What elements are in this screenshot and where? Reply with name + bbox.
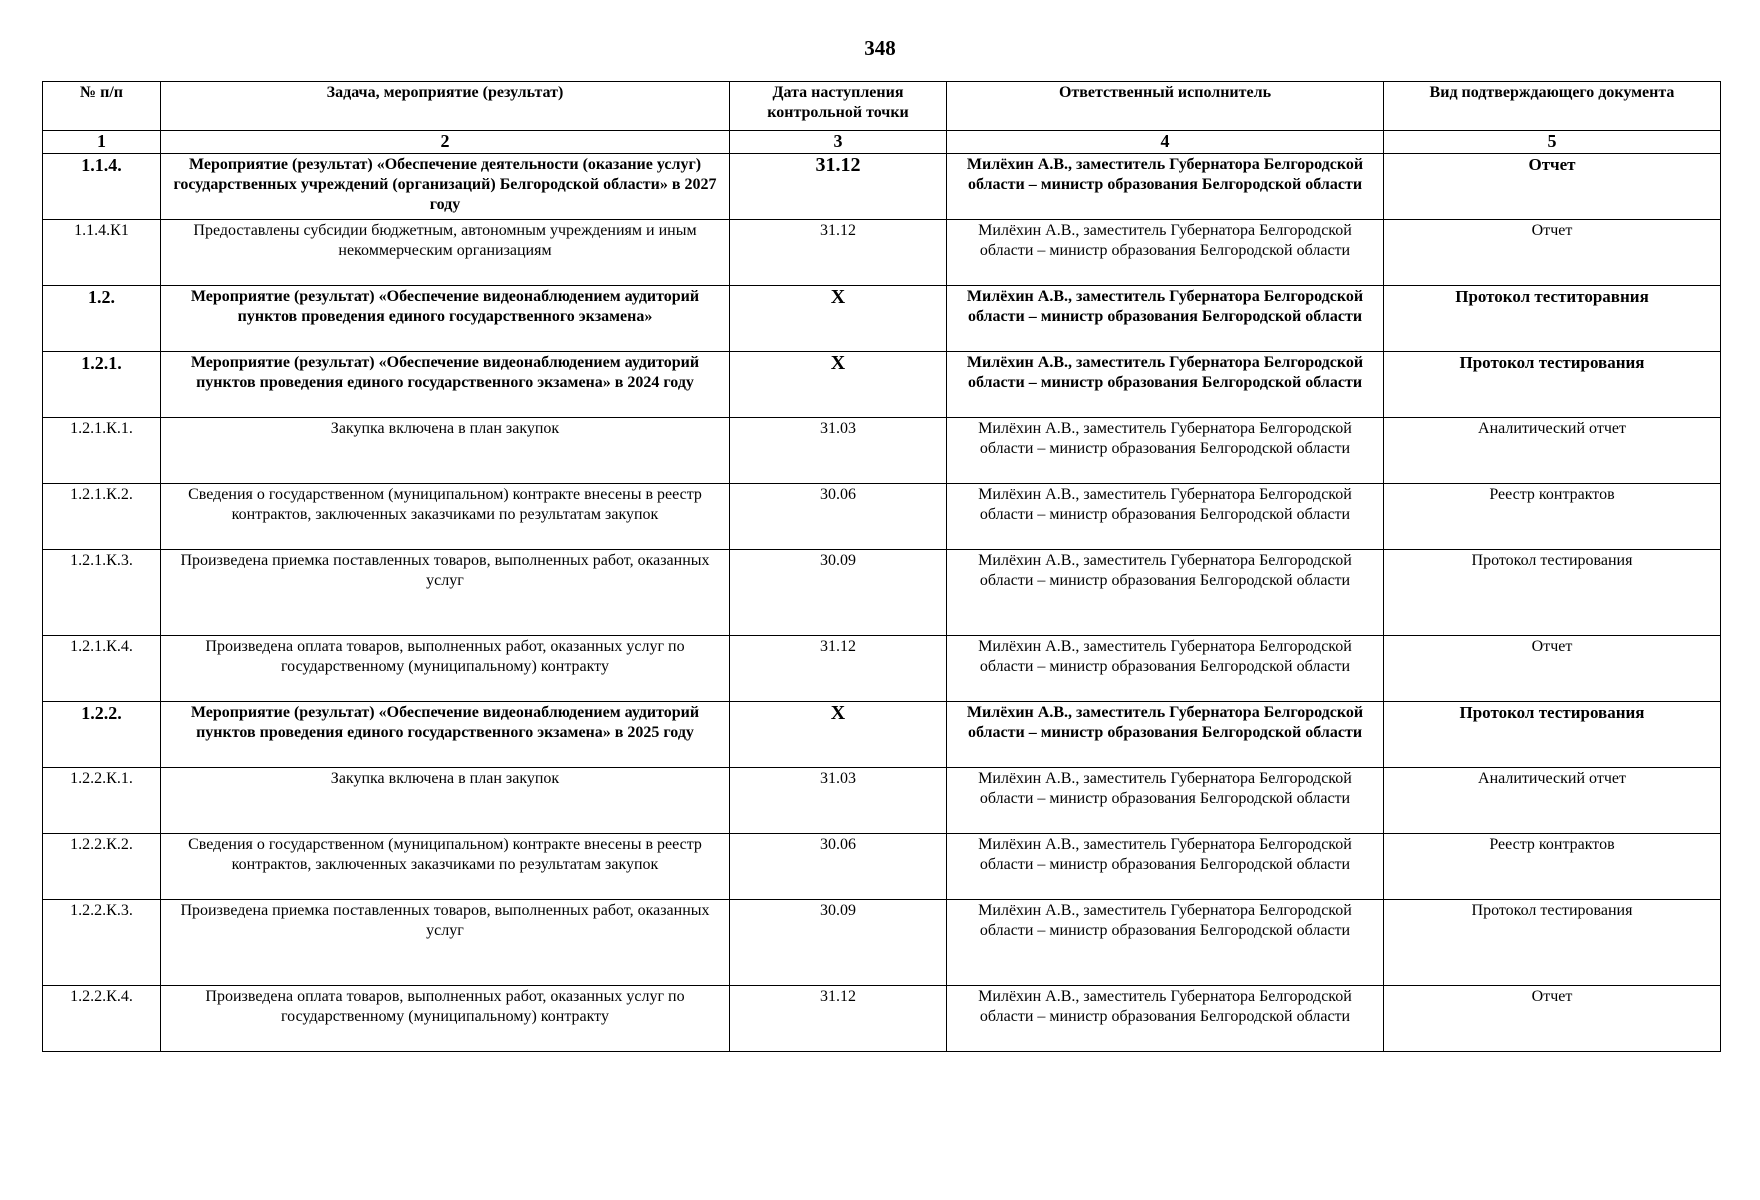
row-task: Произведена оплата товаров, выполненных работ, оказанных услуг по государственному (муниципальному) контракту	[161, 986, 730, 1052]
row-number: 1.1.4.К1	[43, 220, 161, 286]
row-task: Закупка включена в план закупок	[161, 418, 730, 484]
row-document: Протокол тестирования	[1384, 900, 1721, 986]
row-number: 1.2.2.К.1.	[43, 768, 161, 834]
row-document: Отчет	[1384, 636, 1721, 702]
row-task: Произведена оплата товаров, выполненных работ, оказанных услуг по государственному (муниципальному) контракту	[161, 636, 730, 702]
row-executor: Милёхин А.В., заместитель Губернатора Белгородской области – министр образования Белгородской области	[947, 418, 1384, 484]
row-number: 1.2.2.К.3.	[43, 900, 161, 986]
control-points-table	[42, 81, 1721, 1052]
col-number-5: 5	[1384, 131, 1721, 154]
table-row	[43, 154, 1721, 220]
row-date: 31.03	[730, 768, 947, 834]
table-row	[43, 418, 1721, 484]
row-date: 30.09	[730, 550, 947, 636]
row-executor: Милёхин А.В., заместитель Губернатора Белгородской области – министр образования Белгородской области	[947, 834, 1384, 900]
col-header-number: № п/п	[43, 82, 161, 131]
row-document: Протокол тестирования	[1384, 702, 1721, 768]
table-row	[43, 834, 1721, 900]
col-header-document: Вид подтверждающего документа	[1384, 82, 1721, 131]
table-row	[43, 220, 1721, 286]
row-executor: Милёхин А.В., заместитель Губернатора Белгородской области – министр образования Белгородской области	[947, 484, 1384, 550]
row-executor: Милёхин А.В., заместитель Губернатора Белгородской области – министр образования Белгородской области	[947, 986, 1384, 1052]
row-date: Х	[730, 286, 947, 352]
row-document: Протокол тестирования	[1384, 352, 1721, 418]
row-document: Реестр контрактов	[1384, 834, 1721, 900]
row-date: Х	[730, 352, 947, 418]
table-row	[43, 768, 1721, 834]
row-task: Произведена приемка поставленных товаров, выполненных работ, оказанных услуг	[161, 550, 730, 636]
row-number: 1.1.4.	[43, 154, 161, 220]
row-number: 1.2.1.К.4.	[43, 636, 161, 702]
row-date: 31.12	[730, 636, 947, 702]
row-task: Мероприятие (результат) «Обеспечение деятельности (оказание услуг) государственных учреждений (организаций) Белгородской области» в 2027 году	[161, 154, 730, 220]
row-number: 1.2.1.К.2.	[43, 484, 161, 550]
row-executor: Милёхин А.В., заместитель Губернатора Белгородской области – министр образования Белгородской области	[947, 154, 1384, 220]
row-number: 1.2.	[43, 286, 161, 352]
row-date: Х	[730, 702, 947, 768]
row-task: Сведения о государственном (муниципальном) контракте внесены в реестр контрактов, заключенных заказчиками по результатам закупок	[161, 834, 730, 900]
col-header-executor: Ответственный исполнитель	[947, 82, 1384, 131]
row-date: 31.12	[730, 986, 947, 1052]
table-row	[43, 986, 1721, 1052]
row-document: Протокол тестирования	[1384, 550, 1721, 636]
table-row	[43, 484, 1721, 550]
row-executor: Милёхин А.В., заместитель Губернатора Белгородской области – министр образования Белгородской области	[947, 900, 1384, 986]
row-document: Протокол теститоравния	[1384, 286, 1721, 352]
row-date: 30.06	[730, 484, 947, 550]
table-row	[43, 286, 1721, 352]
row-task: Произведена приемка поставленных товаров, выполненных работ, оказанных услуг	[161, 900, 730, 986]
col-number-3: 3	[730, 131, 947, 154]
row-date: 31.12	[730, 220, 947, 286]
row-task: Мероприятие (результат) «Обеспечение видеонаблюдением аудиторий пунктов проведения единого государственного экзамена» в 2025 году	[161, 702, 730, 768]
table-row	[43, 550, 1721, 636]
row-number: 1.2.1.К.1.	[43, 418, 161, 484]
row-executor: Милёхин А.В., заместитель Губернатора Белгородской области – министр образования Белгородской области	[947, 220, 1384, 286]
row-task: Предоставлены субсидии бюджетным, автономным учреждениям и иным некоммерческим организациям	[161, 220, 730, 286]
page-number: 348	[864, 36, 896, 60]
row-executor: Милёхин А.В., заместитель Губернатора Белгородской области – министр образования Белгородской области	[947, 352, 1384, 418]
row-executor: Милёхин А.В., заместитель Губернатора Белгородской области – министр образования Белгородской области	[947, 768, 1384, 834]
col-header-task: Задача, мероприятие (результат)	[161, 82, 730, 131]
col-number-4: 4	[947, 131, 1384, 154]
row-task: Мероприятие (результат) «Обеспечение видеонаблюдением аудиторий пунктов проведения единого государственного экзамена» в 2024 году	[161, 352, 730, 418]
row-number: 1.2.1.	[43, 352, 161, 418]
row-executor: Милёхин А.В., заместитель Губернатора Белгородской области – министр образования Белгородской области	[947, 550, 1384, 636]
table-row	[43, 636, 1721, 702]
table-row	[43, 702, 1721, 768]
row-number: 1.2.1.К.3.	[43, 550, 161, 636]
row-executor: Милёхин А.В., заместитель Губернатора Белгородской области – министр образования Белгородской области	[947, 636, 1384, 702]
row-date: 31.12	[730, 154, 947, 220]
row-number: 1.2.2.К.2.	[43, 834, 161, 900]
row-executor: Милёхин А.В., заместитель Губернатора Белгородской области – министр образования Белгородской области	[947, 702, 1384, 768]
row-document: Отчет	[1384, 220, 1721, 286]
row-date: 30.06	[730, 834, 947, 900]
table-row	[43, 900, 1721, 986]
row-executor: Милёхин А.В., заместитель Губернатора Белгородской области – министр образования Белгородской области	[947, 286, 1384, 352]
row-document: Отчет	[1384, 986, 1721, 1052]
row-date: 30.09	[730, 900, 947, 986]
column-number-row	[43, 131, 1721, 154]
row-document: Аналитический отчет	[1384, 418, 1721, 484]
row-document: Отчет	[1384, 154, 1721, 220]
row-number: 1.2.2.К.4.	[43, 986, 161, 1052]
table-row	[43, 352, 1721, 418]
header-row	[43, 82, 1721, 131]
row-number: 1.2.2.	[43, 702, 161, 768]
row-task: Сведения о государственном (муниципальном) контракте внесены в реестр контрактов, заключенных заказчиками по результатам закупок	[161, 484, 730, 550]
row-date: 31.03	[730, 418, 947, 484]
col-header-date: Дата наступления контрольной точки	[730, 82, 947, 131]
row-document: Реестр контрактов	[1384, 484, 1721, 550]
row-task: Закупка включена в план закупок	[161, 768, 730, 834]
col-number-2: 2	[161, 131, 730, 154]
row-task: Мероприятие (результат) «Обеспечение видеонаблюдением аудиторий пунктов проведения единого государственного экзамена»	[161, 286, 730, 352]
row-document: Аналитический отчет	[1384, 768, 1721, 834]
col-number-1: 1	[43, 131, 161, 154]
